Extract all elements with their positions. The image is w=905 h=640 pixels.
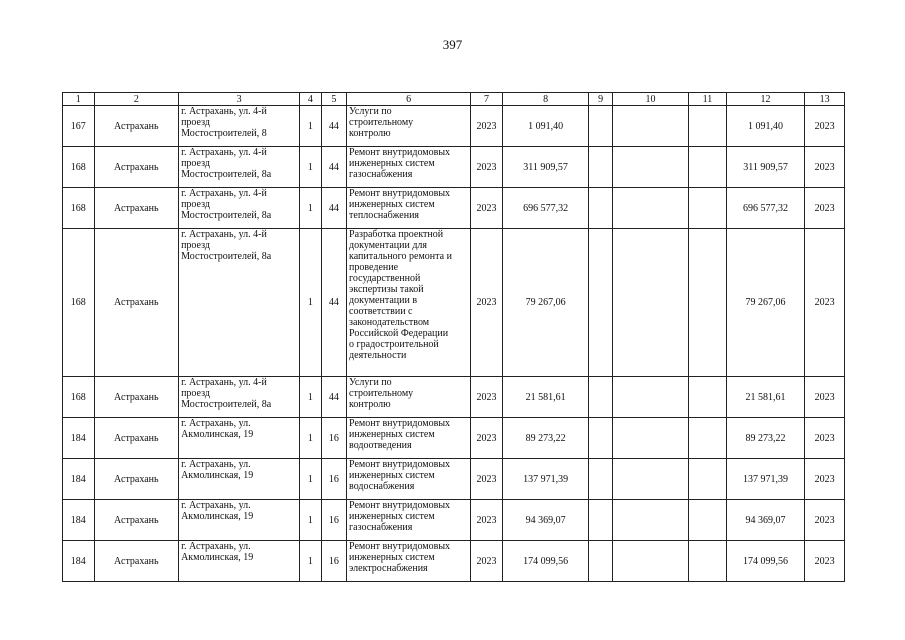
- cost-cell: 89 273,22: [726, 418, 804, 459]
- table-row: [63, 418, 845, 459]
- row-id-cell: 184: [63, 418, 95, 459]
- completion-year-cell: 2023: [805, 500, 845, 541]
- cell-line: о градостроительной: [349, 339, 439, 350]
- cell-line: г. Астрахань, ул. 4-й: [181, 147, 267, 158]
- cell-line: Ремонт внутридомовых: [349, 459, 451, 470]
- table-row: [63, 106, 845, 147]
- col5-cell: 16: [321, 418, 346, 459]
- row-id-cell: 168: [63, 377, 95, 418]
- cell-line: документации в: [349, 295, 418, 306]
- column-header: 1: [63, 93, 95, 106]
- cell-line: инженерных систем: [349, 470, 435, 481]
- col10-cell: [612, 188, 688, 229]
- address-cell: [179, 147, 300, 188]
- column-header: 8: [502, 93, 589, 106]
- column-header: 12: [726, 93, 804, 106]
- year-cell: 2023: [471, 418, 503, 459]
- cell-line: деятельности: [349, 350, 407, 361]
- table-row: [63, 459, 845, 500]
- municipality-cell: Астрахань: [94, 229, 179, 377]
- column-header: 11: [689, 93, 727, 106]
- row-id-cell: 184: [63, 541, 95, 582]
- cost-cell: 137 971,39: [726, 459, 804, 500]
- col10-cell: [612, 541, 688, 582]
- total-cost-cell: 137 971,39: [502, 459, 589, 500]
- cell-line: г. Астрахань, ул.: [181, 459, 251, 470]
- cell-line: г. Астрахань, ул. 4-й: [181, 188, 267, 199]
- municipality-cell: Астрахань: [94, 541, 179, 582]
- cell-line: Акмолинская, 19: [181, 470, 254, 481]
- cell-line: Мостостроителей, 8: [181, 128, 267, 139]
- column-header: 10: [612, 93, 688, 106]
- cell-line: проезд: [181, 158, 210, 169]
- col9-cell: [589, 500, 612, 541]
- cell-line: Мостостроителей, 8а: [181, 251, 272, 262]
- col9-cell: [589, 459, 612, 500]
- row-id-cell: 168: [63, 229, 95, 377]
- row-id-cell: 168: [63, 147, 95, 188]
- cell-line: строительному: [349, 388, 414, 399]
- completion-year-cell: 2023: [805, 418, 845, 459]
- cell-line: государственной: [349, 273, 421, 284]
- col4-cell: 1: [300, 541, 321, 582]
- col5-cell: 44: [321, 106, 346, 147]
- cell-line: документации для: [349, 240, 428, 251]
- col9-cell: [589, 377, 612, 418]
- cell-line: контролю: [349, 399, 391, 410]
- cell-line: проведение: [349, 262, 399, 273]
- address-cell: [179, 229, 300, 377]
- cell-line: Мостостроителей, 8а: [181, 399, 272, 410]
- col11-cell: [689, 147, 727, 188]
- col11-cell: [689, 229, 727, 377]
- col10-cell: [612, 147, 688, 188]
- total-cost-cell: 94 369,07: [502, 500, 589, 541]
- address-cell: [179, 459, 300, 500]
- cell-line: Российской Федерации: [349, 328, 449, 339]
- work-type-cell: [347, 500, 471, 541]
- cell-line: Ремонт внутридомовых: [349, 418, 451, 429]
- col11-cell: [689, 106, 727, 147]
- col5-cell: 44: [321, 147, 346, 188]
- total-cost-cell: 311 909,57: [502, 147, 589, 188]
- cell-line: водоотведения: [349, 440, 412, 451]
- municipality-cell: Астрахань: [94, 500, 179, 541]
- completion-year-cell: 2023: [805, 377, 845, 418]
- cell-line: Акмолинская, 19: [181, 552, 254, 563]
- total-cost-cell: 21 581,61: [502, 377, 589, 418]
- year-cell: 2023: [471, 541, 503, 582]
- col4-cell: 1: [300, 147, 321, 188]
- col10-cell: [612, 377, 688, 418]
- row-id-cell: 184: [63, 500, 95, 541]
- cell-line: строительному: [349, 117, 414, 128]
- col4-cell: 1: [300, 459, 321, 500]
- cell-line: Разработка проектной: [349, 229, 444, 240]
- table-row: [63, 188, 845, 229]
- cell-line: проезд: [181, 240, 210, 251]
- cell-line: Услуги по: [349, 377, 392, 388]
- municipality-cell: Астрахань: [94, 147, 179, 188]
- table-row: [63, 147, 845, 188]
- cell-line: проезд: [181, 199, 210, 210]
- cell-line: Услуги по: [349, 106, 392, 117]
- work-type-cell: [347, 459, 471, 500]
- cell-line: г. Астрахань, ул. 4-й: [181, 106, 267, 117]
- col4-cell: 1: [300, 106, 321, 147]
- cost-cell: 94 369,07: [726, 500, 804, 541]
- col10-cell: [612, 500, 688, 541]
- col10-cell: [612, 459, 688, 500]
- column-number-row: [63, 93, 845, 106]
- column-header: 4: [300, 93, 321, 106]
- col5-cell: 44: [321, 377, 346, 418]
- cell-line: газоснабжения: [349, 522, 413, 533]
- year-cell: 2023: [471, 459, 503, 500]
- year-cell: 2023: [471, 106, 503, 147]
- col10-cell: [612, 106, 688, 147]
- cell-line: инженерных систем: [349, 429, 435, 440]
- cell-line: Ремонт внутридомовых: [349, 500, 451, 511]
- col9-cell: [589, 106, 612, 147]
- municipality-cell: Астрахань: [94, 459, 179, 500]
- column-header: 2: [94, 93, 179, 106]
- table-row: [63, 377, 845, 418]
- col9-cell: [589, 147, 612, 188]
- total-cost-cell: 174 099,56: [502, 541, 589, 582]
- cell-line: Мостостроителей, 8а: [181, 210, 272, 221]
- completion-year-cell: 2023: [805, 106, 845, 147]
- row-id-cell: 168: [63, 188, 95, 229]
- work-type-cell: [347, 229, 471, 377]
- cell-line: инженерных систем: [349, 511, 435, 522]
- year-cell: 2023: [471, 229, 503, 377]
- cell-line: электроснабжения: [349, 563, 428, 574]
- year-cell: 2023: [471, 377, 503, 418]
- col4-cell: 1: [300, 229, 321, 377]
- cell-line: водоснабжения: [349, 481, 415, 492]
- col10-cell: [612, 229, 688, 377]
- municipality-cell: Астрахань: [94, 418, 179, 459]
- total-cost-cell: 696 577,32: [502, 188, 589, 229]
- table-row: [63, 541, 845, 582]
- cell-line: Ремонт внутридомовых: [349, 188, 451, 199]
- col9-cell: [589, 188, 612, 229]
- col4-cell: 1: [300, 188, 321, 229]
- cost-cell: 79 267,06: [726, 229, 804, 377]
- cell-line: соответствии с: [349, 306, 413, 317]
- cell-line: Мостостроителей, 8а: [181, 169, 272, 180]
- row-id-cell: 167: [63, 106, 95, 147]
- col4-cell: 1: [300, 418, 321, 459]
- cell-line: г. Астрахань, ул. 4-й: [181, 377, 267, 388]
- completion-year-cell: 2023: [805, 229, 845, 377]
- cell-line: г. Астрахань, ул.: [181, 541, 251, 552]
- completion-year-cell: 2023: [805, 459, 845, 500]
- col11-cell: [689, 541, 727, 582]
- cell-line: капитального ремонта и: [349, 251, 452, 262]
- col11-cell: [689, 377, 727, 418]
- column-header: 9: [589, 93, 612, 106]
- table-row: [63, 229, 845, 377]
- cell-line: Акмолинская, 19: [181, 429, 254, 440]
- total-cost-cell: 1 091,40: [502, 106, 589, 147]
- work-type-cell: [347, 541, 471, 582]
- column-header: 6: [347, 93, 471, 106]
- address-cell: [179, 106, 300, 147]
- cell-line: Ремонт внутридомовых: [349, 147, 451, 158]
- cost-cell: 174 099,56: [726, 541, 804, 582]
- cell-line: экспертизы такой: [349, 284, 424, 295]
- completion-year-cell: 2023: [805, 188, 845, 229]
- year-cell: 2023: [471, 500, 503, 541]
- completion-year-cell: 2023: [805, 147, 845, 188]
- col5-cell: 16: [321, 541, 346, 582]
- col11-cell: [689, 418, 727, 459]
- address-cell: [179, 377, 300, 418]
- cost-cell: 1 091,40: [726, 106, 804, 147]
- cell-line: теплоснабжения: [349, 210, 420, 221]
- year-cell: 2023: [471, 188, 503, 229]
- col5-cell: 16: [321, 459, 346, 500]
- cell-line: законодательством: [349, 317, 430, 328]
- col9-cell: [589, 229, 612, 377]
- cell-line: инженерных систем: [349, 552, 435, 563]
- address-cell: [179, 541, 300, 582]
- work-type-cell: [347, 377, 471, 418]
- col11-cell: [689, 459, 727, 500]
- cell-line: газоснабжения: [349, 169, 413, 180]
- cell-line: проезд: [181, 117, 210, 128]
- address-cell: [179, 500, 300, 541]
- cost-cell: 21 581,61: [726, 377, 804, 418]
- municipality-cell: Астрахань: [94, 188, 179, 229]
- address-cell: [179, 418, 300, 459]
- works-register-table: [62, 92, 845, 582]
- col11-cell: [689, 500, 727, 541]
- col11-cell: [689, 188, 727, 229]
- column-header: 5: [321, 93, 346, 106]
- column-header: 13: [805, 93, 845, 106]
- cell-line: контролю: [349, 128, 391, 139]
- cell-line: г. Астрахань, ул. 4-й: [181, 229, 267, 240]
- cell-line: инженерных систем: [349, 199, 435, 210]
- work-type-cell: [347, 418, 471, 459]
- work-type-cell: [347, 147, 471, 188]
- column-header: 7: [471, 93, 503, 106]
- total-cost-cell: 79 267,06: [502, 229, 589, 377]
- col10-cell: [612, 418, 688, 459]
- total-cost-cell: 89 273,22: [502, 418, 589, 459]
- municipality-cell: Астрахань: [94, 377, 179, 418]
- cost-cell: 696 577,32: [726, 188, 804, 229]
- page-number: 397: [442, 37, 463, 52]
- municipality-cell: Астрахань: [94, 106, 179, 147]
- col4-cell: 1: [300, 500, 321, 541]
- cell-line: Акмолинская, 19: [181, 511, 254, 522]
- cell-line: г. Астрахань, ул.: [181, 500, 251, 511]
- col9-cell: [589, 418, 612, 459]
- col5-cell: 44: [321, 188, 346, 229]
- row-id-cell: 184: [63, 459, 95, 500]
- col9-cell: [589, 541, 612, 582]
- cost-cell: 311 909,57: [726, 147, 804, 188]
- col5-cell: 16: [321, 500, 346, 541]
- col4-cell: 1: [300, 377, 321, 418]
- cell-line: Ремонт внутридомовых: [349, 541, 451, 552]
- col5-cell: 44: [321, 229, 346, 377]
- address-cell: [179, 188, 300, 229]
- work-type-cell: [347, 106, 471, 147]
- cell-line: проезд: [181, 388, 210, 399]
- completion-year-cell: 2023: [805, 541, 845, 582]
- work-type-cell: [347, 188, 471, 229]
- column-header: 3: [179, 93, 300, 106]
- cell-line: инженерных систем: [349, 158, 435, 169]
- cell-line: г. Астрахань, ул.: [181, 418, 251, 429]
- year-cell: 2023: [471, 147, 503, 188]
- table-row: [63, 500, 845, 541]
